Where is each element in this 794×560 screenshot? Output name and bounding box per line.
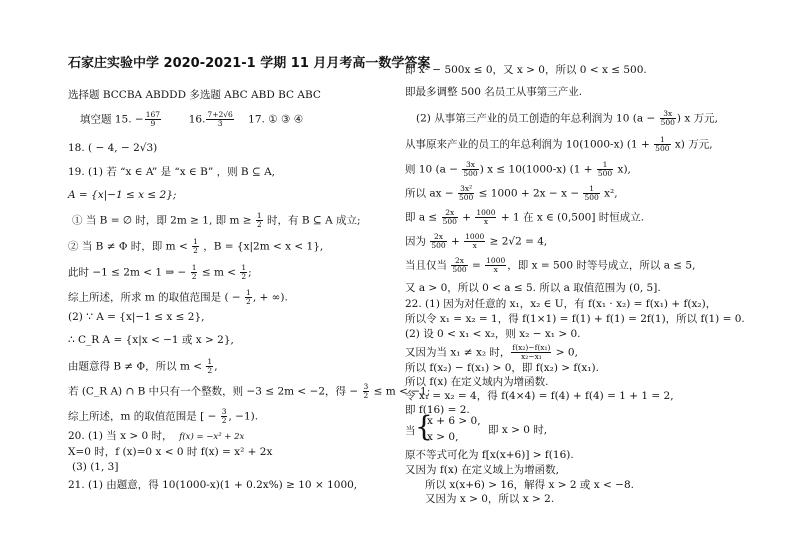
q19-line-2: A = {x|−1 ≤ x ≤ 2}; (68, 189, 177, 201)
r-line-8-fraction-a (430, 233, 446, 250)
fraction-denominator: 2 (191, 272, 197, 281)
fraction-numerator: 3 (363, 382, 369, 391)
q19-line-6-fraction (245, 289, 252, 306)
q19-line-5-text-a: 此时 −1 ≤ 2m < 1 ⇒ − (68, 266, 190, 279)
fraction-numerator: 3x (462, 161, 478, 170)
q20-line-3: (3) (1, 3] (72, 461, 119, 473)
fraction-numerator: 1 (246, 288, 251, 297)
r-line-6 (405, 185, 618, 202)
r-line-23: 又因为 x > 0，所以 x > 2. (425, 493, 555, 505)
r-line-2: 即最多调整 500 名员工从事第三产业. (405, 86, 583, 98)
r-line-3-fraction (660, 110, 676, 127)
fraction-numerator: 1 (207, 357, 213, 366)
r-line-5-text-b: ) x ≤ 10(1000-x) (1 + (479, 163, 596, 176)
r-line-7-fraction-a (442, 209, 458, 226)
r-line-10: 又 a > 0，所以 0 < a ≤ 5. 所以 a 取值范围为 (0, 5]. (405, 282, 661, 294)
q20-line-1-text: 20. (1) 当 x > 0 时， (68, 430, 173, 442)
r-line-7-text-b: + (458, 211, 475, 224)
fraction-denominator: x (493, 265, 498, 274)
r-line-5-fraction-a (462, 161, 478, 178)
r-line-19-label: 当 (405, 425, 416, 437)
r-line-4-fraction (654, 136, 670, 153)
r-line-19-cond-2: x > 0, (427, 431, 459, 443)
q20-line-1 (68, 430, 244, 444)
q19-line-9 (68, 358, 218, 375)
fill-16-numerator: 7+2√6 (207, 110, 233, 119)
q19-line-5-text-c: ; (248, 266, 252, 279)
page-title: 石家庄实验中学 2020-2021-1 学期 11 月月考高一数学答案 (68, 56, 431, 71)
r-line-6-text-c: x², (600, 187, 618, 200)
r-line-8-fraction-b (464, 233, 485, 250)
fraction-denominator: 500 (660, 118, 675, 127)
fraction-denominator: 500 (452, 265, 467, 274)
q19-line-5-text-b: ≤ m < (198, 266, 240, 279)
fraction-numerator: 1 (583, 185, 599, 194)
r-line-9-text-b: = (468, 259, 485, 272)
fill-15-fraction (145, 111, 161, 128)
q19-line-5 (68, 264, 252, 281)
fraction-numerator: 1000 (486, 256, 506, 265)
r-line-20: 原不等式可化为 f[x(x+6)] > f(16). (405, 449, 574, 461)
r-line-7 (405, 209, 644, 226)
r-line-4-text-b: x) 万元, (671, 138, 713, 151)
fraction-denominator: 500 (463, 169, 478, 178)
fill-15-numerator: 167 (145, 110, 161, 119)
q19-line-4-text-a: ② 当 B ≠ Φ 时，即 m < (68, 240, 192, 253)
r-line-14-fraction (511, 344, 551, 361)
fill-blank-answers (80, 111, 303, 128)
fraction-denominator: 500 (459, 193, 474, 202)
r-line-8-text-c: ≥ 2√2 = 4, (486, 235, 548, 248)
fraction-denominator: 500 (597, 169, 613, 178)
r-line-13: (2) 设 0 < x₁ < x₂，则 x₂ − x₁ > 0. (405, 328, 581, 340)
fraction-denominator: 500 (442, 217, 457, 226)
fraction-denominator: 2 (256, 220, 262, 229)
q19-line-3-text-b: 时，有 B ⊆ A 成立; (263, 214, 361, 227)
r-line-8-text-b: + (447, 235, 464, 248)
q19-line-8: ∴ C_R A = {x|x < −1 或 x > 2}, (68, 334, 234, 346)
q21-line-1: 21. (1) 由题意，得 10(1000-x)(1 + 0.2x%) ≥ 10 × 1000, (68, 479, 358, 491)
r-line-4 (405, 136, 713, 153)
fill-16-prefix: 16. (188, 113, 206, 126)
r-line-3-text-b: ) x 万元, (676, 112, 718, 125)
fraction-numerator: 3x² (458, 185, 474, 194)
q19-line-3 (72, 212, 361, 229)
q19-line-10-text-b: ≤ m < −1; (370, 385, 431, 398)
r-line-6-fraction-a (458, 185, 474, 202)
fill-16-fraction (206, 111, 233, 128)
r-line-3-text-a: (2) 从事第三产业的员工创造的年总利润为 10 (a − (416, 112, 659, 125)
fraction-denominator: 500 (655, 144, 670, 153)
fraction-denominator: 2 (221, 416, 227, 425)
r-line-21: 又因为 f(x) 在定义域上为增函数, (405, 464, 560, 476)
r-line-5-fraction-b (597, 161, 613, 178)
fraction-numerator: 2x (430, 233, 446, 242)
r-line-3 (416, 110, 718, 127)
q19-line-1: 19. (1) 若 “x ∈ A” 是 “x ∈ B” ，则 B ⊆ A, (68, 166, 276, 178)
r-line-9-text-c: ，即 x = 500 时等号成立，所以 a ≤ 5, (507, 259, 696, 272)
r-line-8 (405, 233, 547, 250)
fraction-numerator: 1 (191, 263, 197, 272)
q19-line-11-text-a: 综上所述，m 的取值范围是 [ − (68, 410, 220, 423)
fraction-denominator: 2 (207, 366, 213, 375)
q19-line-4-fraction (192, 238, 199, 255)
choice-answers: 选择题 BCCBA ABDDD 多选题 ABC ABD BC ABC (68, 89, 321, 101)
r-line-6-fraction-b (583, 185, 599, 202)
r-line-9-fraction-a (451, 257, 467, 274)
fraction-numerator: f(x₂)−f(x₁) (512, 343, 551, 352)
r-line-1: 即 x² − 500x ≤ 0，又 x > 0，所以 0 < x ≤ 500. (405, 64, 647, 76)
r-line-6-text-a: 所以 ax − (405, 187, 457, 200)
q19-line-6-text-a: 综上所述，所求 m 的取值范围是 ( − (68, 291, 245, 304)
r-line-14-text-a: 又因为当 x₁ ≠ x₂ 时， (405, 346, 511, 359)
fraction-numerator: 1 (256, 211, 262, 220)
q19-line-10-fraction (363, 383, 370, 400)
fill-16-denominator: 3 (217, 119, 223, 128)
r-line-16: 所以 f(x) 在定义域内为增函数. (405, 376, 549, 388)
q19-line-10 (68, 383, 430, 400)
fraction-denominator: x (472, 241, 477, 250)
r-line-12: 所以令 x₁ = x₂ = 1，得 f(1×1) = f(1) + f(1) = 2f(1)，所以 f(1) = 0. (405, 313, 745, 325)
fraction-numerator: 1 (193, 237, 198, 246)
r-line-8-text-a: 因为 (405, 235, 430, 248)
fraction-denominator: 500 (431, 241, 446, 250)
q19-line-9-text-a: 由题意得 B ≠ Φ，所以 m < (68, 360, 206, 373)
r-line-14 (405, 344, 578, 361)
fraction-denominator: x (483, 217, 489, 226)
fill-blank-label: 填空题 (80, 113, 112, 126)
fraction-numerator: 1000 (476, 208, 496, 217)
r-line-11: 22. (1) 因为对任意的 x₁，x₂ ∈ U，有 f(x₁ · x₂) = f(x₁) + f(x₂)， (405, 298, 717, 310)
fraction-numerator: 2x (451, 257, 467, 266)
r-line-18: 即 f(16) = 2. (405, 404, 470, 416)
q19-line-4-text-b: ，B = {x|2m < x < 1}, (199, 240, 324, 253)
q20-line-2: X=0 时，f (x)=0 x < 0 时 f(x) = x² + 2x (68, 446, 273, 458)
q19-line-6-text-b: , + ∞). (252, 291, 288, 304)
r-line-4-text-a: 从事原来产业的员工的年总利润为 10(1000-x) (1 + (405, 138, 654, 151)
fraction-numerator: 1 (597, 161, 613, 170)
fraction-denominator: x₂−x₁ (521, 352, 542, 361)
r-line-9-fraction-b (485, 257, 506, 274)
r-line-7-text-c: + 1 在 x ∈ (0,500] 时恒成立. (497, 211, 645, 224)
fill-15-denominator: 9 (150, 119, 156, 128)
r-line-5-text-a: 则 10 (a − (405, 163, 462, 176)
q19-line-5-fraction-b (240, 264, 247, 281)
system-brace-icon: { (415, 410, 433, 443)
q19-line-3-text-a: ① 当 B = ∅ 时，即 2m ≥ 1, 即 m ≥ (72, 214, 255, 227)
q19-line-11-fraction (221, 408, 228, 425)
fraction-denominator: 2 (363, 391, 369, 400)
q19-line-10-text-a: 若 (C_R A) ∩ B 中只有一个整数，则 −3 ≤ 2m < −2，得 − (68, 385, 362, 398)
r-line-5 (405, 161, 631, 178)
fraction-numerator: 3x (660, 110, 676, 119)
r-line-9 (405, 257, 695, 274)
r-line-5-text-c: x), (614, 163, 631, 176)
fraction-numerator: 1 (654, 136, 670, 145)
q19-line-9-text-b: , (214, 360, 218, 373)
q19-line-7: (2) ∵ A = {x|−1 ≤ x ≤ 2}, (68, 311, 205, 323)
q19-line-4 (68, 238, 323, 255)
r-line-7-text-a: 即 a ≤ (405, 211, 441, 224)
fraction-numerator: 2x (442, 209, 458, 218)
r-line-9-text-a: 当且仅当 (405, 259, 451, 272)
fill-15-prefix: 15. − (114, 113, 144, 126)
r-line-17: 令 x₁ = x₂ = 4，得 f(4×4) = f(4) + f(4) = 1 + 1 = 2, (405, 390, 674, 402)
r-line-19-result: 即 x > 0 时, (488, 424, 548, 436)
q20-line-1-formula: f(x) = −x² + 2x (179, 432, 245, 442)
fraction-denominator: 2 (241, 272, 247, 281)
r-line-6-text-b: ≤ 1000 + 2x − x − (475, 187, 583, 200)
r-line-15: 所以 f(x₂) − f(x₁) > 0，即 f(x₂) > f(x₁). (405, 362, 599, 374)
r-line-7-fraction-b (475, 209, 496, 226)
fraction-numerator: 1000 (465, 232, 485, 241)
r-line-14-text-b: > 0, (552, 346, 578, 359)
q19-line-3-fraction (256, 212, 263, 229)
q19-line-6 (68, 289, 288, 306)
q19-line-5-fraction-a (191, 264, 198, 281)
r-line-19-cond-1: x + 6 > 0, (427, 415, 481, 427)
r-line-22: 所以 x(x+6) > 16，解得 x > 2 或 x < −8. (425, 479, 634, 491)
fraction-denominator: 2 (193, 246, 198, 255)
fill-17-answer: 17. ① ③ ④ (248, 113, 304, 126)
q19-line-11-text-b: , −1). (228, 410, 259, 423)
q18-answer: 18. ( − 4, − 2√3) (68, 142, 158, 154)
q19-line-9-fraction (206, 358, 213, 375)
fraction-numerator: 1 (241, 263, 247, 272)
fraction-numerator: 3 (221, 407, 227, 416)
q19-line-11 (68, 408, 258, 425)
fraction-denominator: 2 (246, 297, 251, 306)
fraction-denominator: 500 (584, 193, 599, 202)
